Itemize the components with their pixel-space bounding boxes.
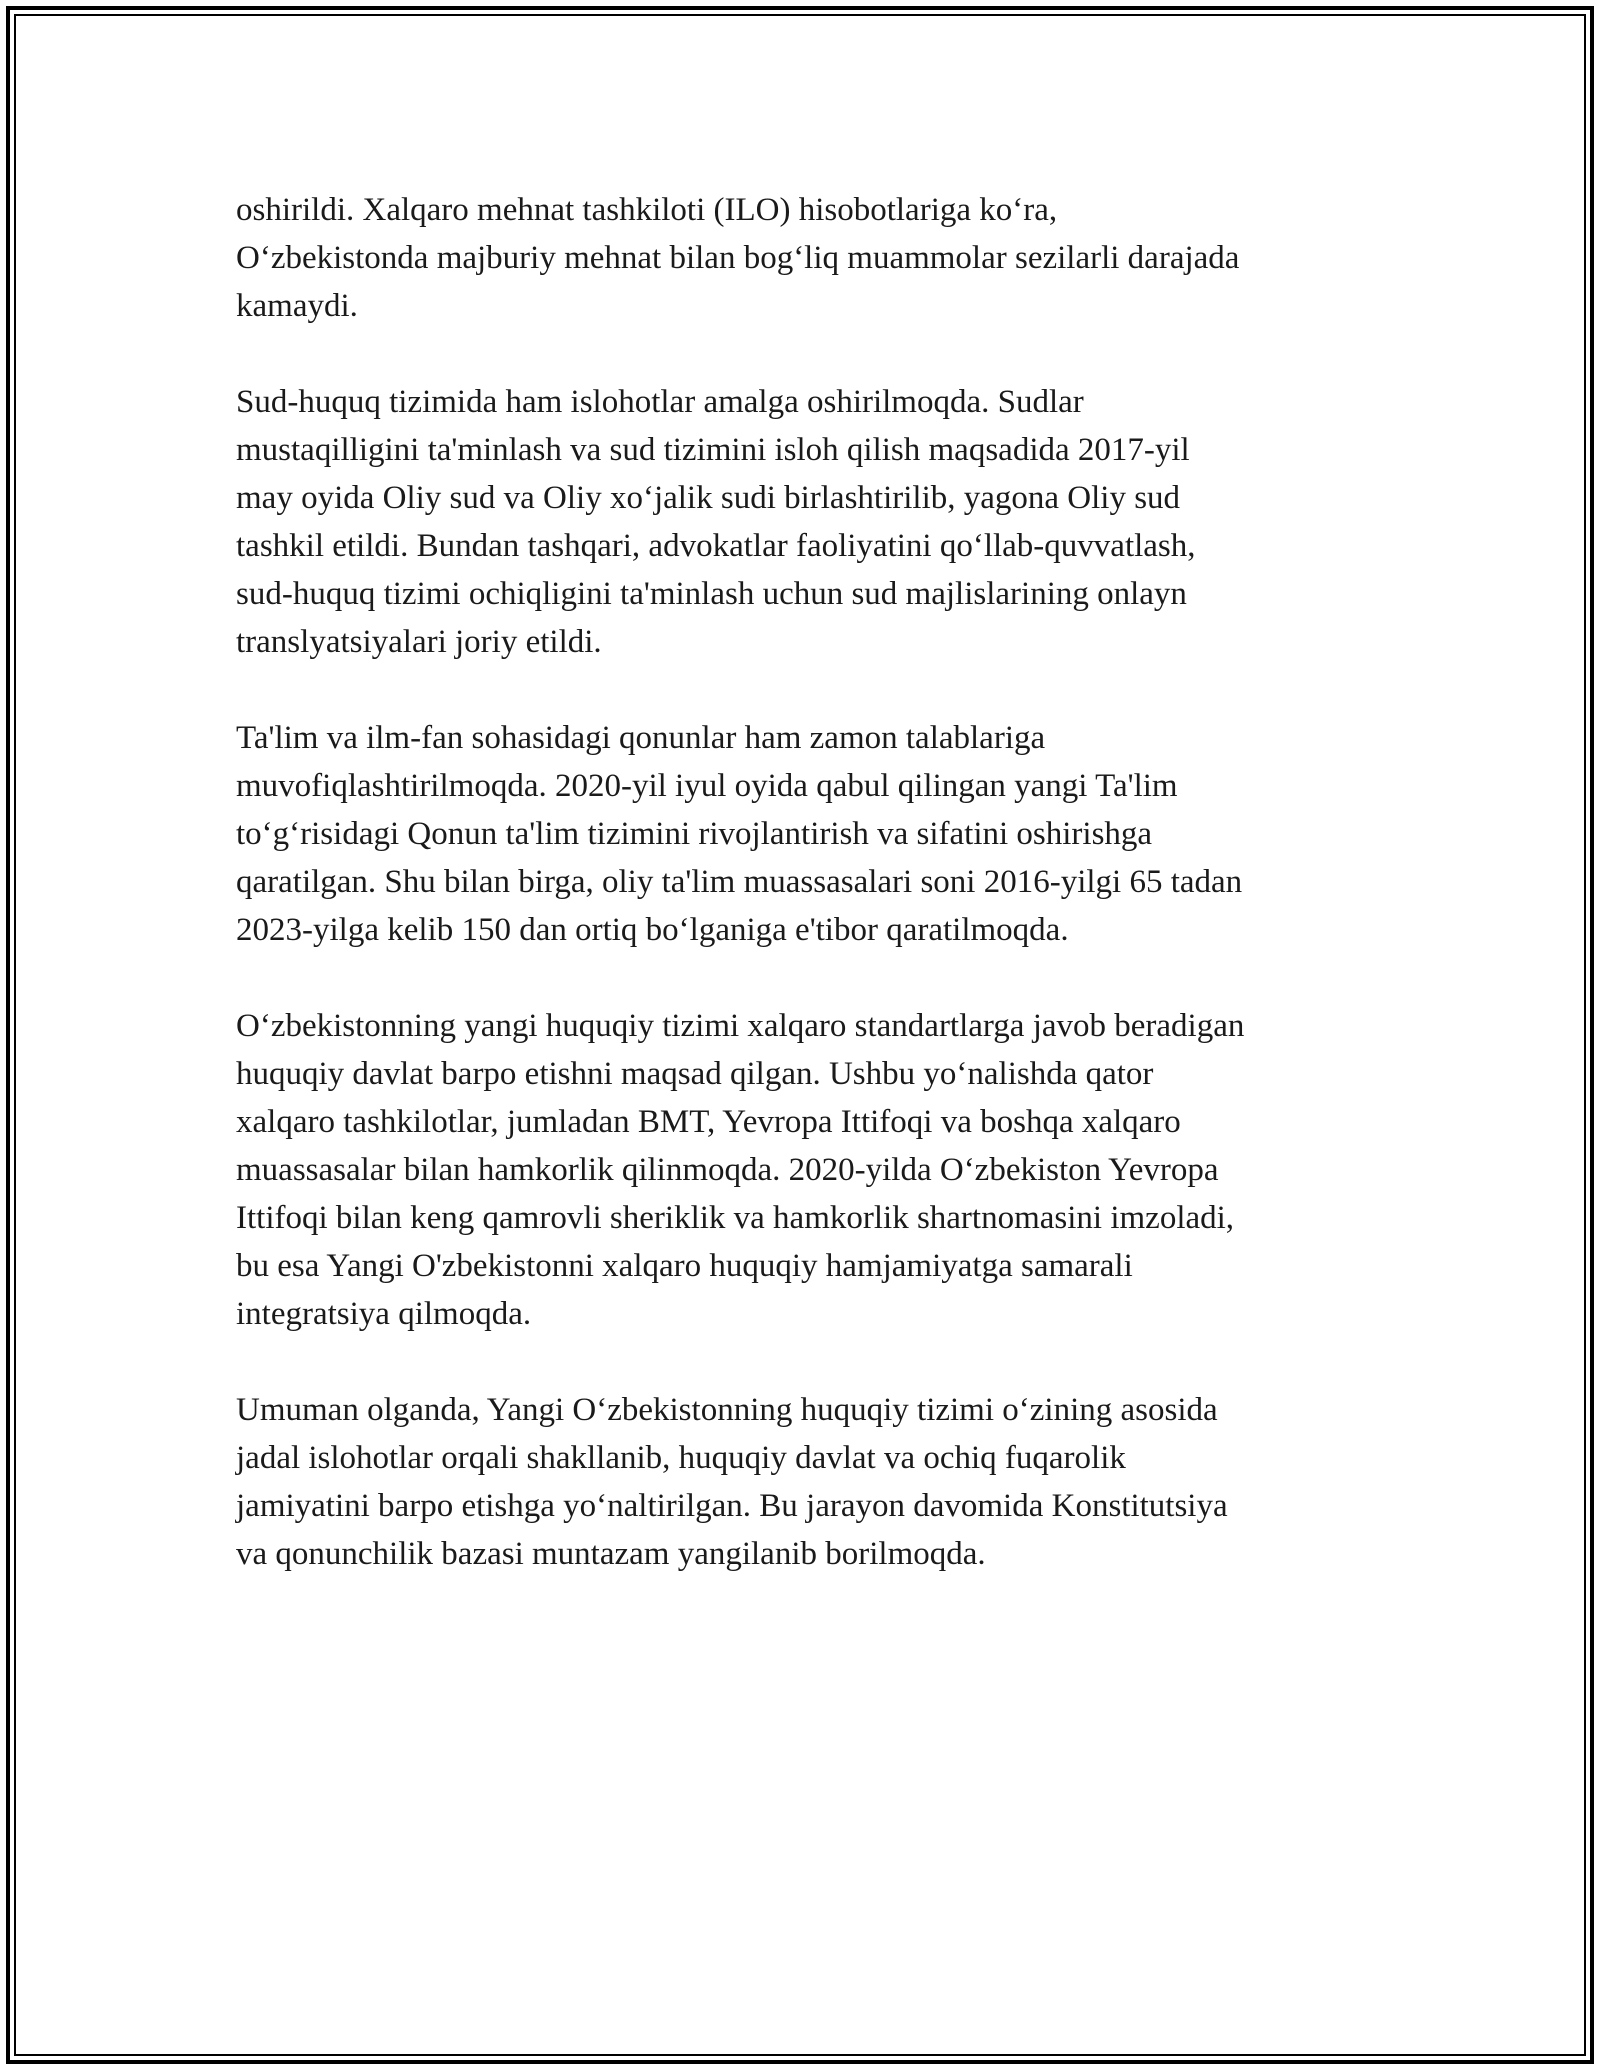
text-line: integratsiya qilmoqda. [236,1296,532,1332]
paragraph-2 [236,378,1366,666]
text-line: jadal islohotlar orqali shakllanib, huquqiy davlat va ochiq fuqarolik [236,1440,1126,1476]
paragraph-5 [236,1386,1366,1578]
paragraph-3 [236,714,1366,954]
text-line: O‘zbekistonda majburiy mehnat bilan bog‘liq muammolar sezilarli darajada [236,240,1240,276]
text-line: may oyida Oliy sud va Oliy xo‘jalik sudi birlashtirilib, yagona Oliy sud [236,480,1181,516]
text-line: mustaqilligini ta'minlash va sud tizimini isloh qilish maqsadida 2017-yil [236,432,1190,468]
text-line: Ittifoqi bilan keng qamrovli sheriklik va hamkorlik shartnomasini imzoladi, [236,1200,1235,1236]
text-line: tashkil etildi. Bundan tashqari, advokatlar faoliyatini qo‘llab-quvvatlash, [236,528,1196,564]
text-line: muvofiqlashtirilmoqda. 2020-yil iyul oyida qabul qilingan yangi Ta'lim [236,768,1178,804]
text-line: muassasalar bilan hamkorlik qilinmoqda. 2020-yilda O‘zbekiston Yevropa [236,1152,1219,1188]
text-line: O‘zbekistonning yangi huquqiy tizimi xalqaro standartlarga javob beradigan [236,1008,1245,1044]
text-line: oshirildi. Xalqaro mehnat tashkiloti (ILO) hisobotlariga ko‘ra, [236,192,1058,228]
text-line: Sud-huquq tizimida ham islohotlar amalga oshirilmoqda. Sudlar [236,384,1084,420]
text-line: sud-huquq tizimi ochiqligini ta'minlash uchun sud majlislarining onlayn [236,576,1187,612]
text-line: jamiyatini barpo etishga yo‘naltirilgan. Bu jarayon davomida Konstitutsiya [236,1488,1228,1524]
text-line: 2023-yilga kelib 150 dan ortiq bo‘lganiga e'tibor qaratilmoqda. [236,912,1069,948]
text-line: xalqaro tashkilotlar, jumladan BMT, Yevropa Ittifoqi va boshqa xalqaro [236,1104,1181,1140]
text-line: va qonunchilik bazasi muntazam yangilanib borilmoqda. [236,1536,986,1572]
text-line: Ta'lim va ilm-fan sohasidagi qonunlar ham zamon talablariga [236,720,1046,756]
paragraph-1 [236,186,1366,330]
document-body [236,186,1366,1626]
text-line: Umuman olganda, Yangi O‘zbekistonning huquqiy tizimi o‘zining asosida [236,1392,1218,1428]
text-line: bu esa Yangi O'zbekistonni xalqaro huquqiy hamjamiyatga samarali [236,1248,1133,1284]
text-line: qaratilgan. Shu bilan birga, oliy ta'lim muassasalari soni 2016-yilgi 65 tadan [236,864,1243,900]
text-line: kamaydi. [236,288,358,324]
text-line: to‘g‘risidagi Qonun ta'lim tizimini rivojlantirish va sifatini oshirishga [236,816,1153,852]
paragraph-4 [236,1002,1366,1338]
text-line: huquqiy davlat barpo etishni maqsad qilgan. Ushbu yo‘nalishda qator [236,1056,1154,1092]
text-line: translyatsiyalari joriy etildi. [236,624,602,660]
